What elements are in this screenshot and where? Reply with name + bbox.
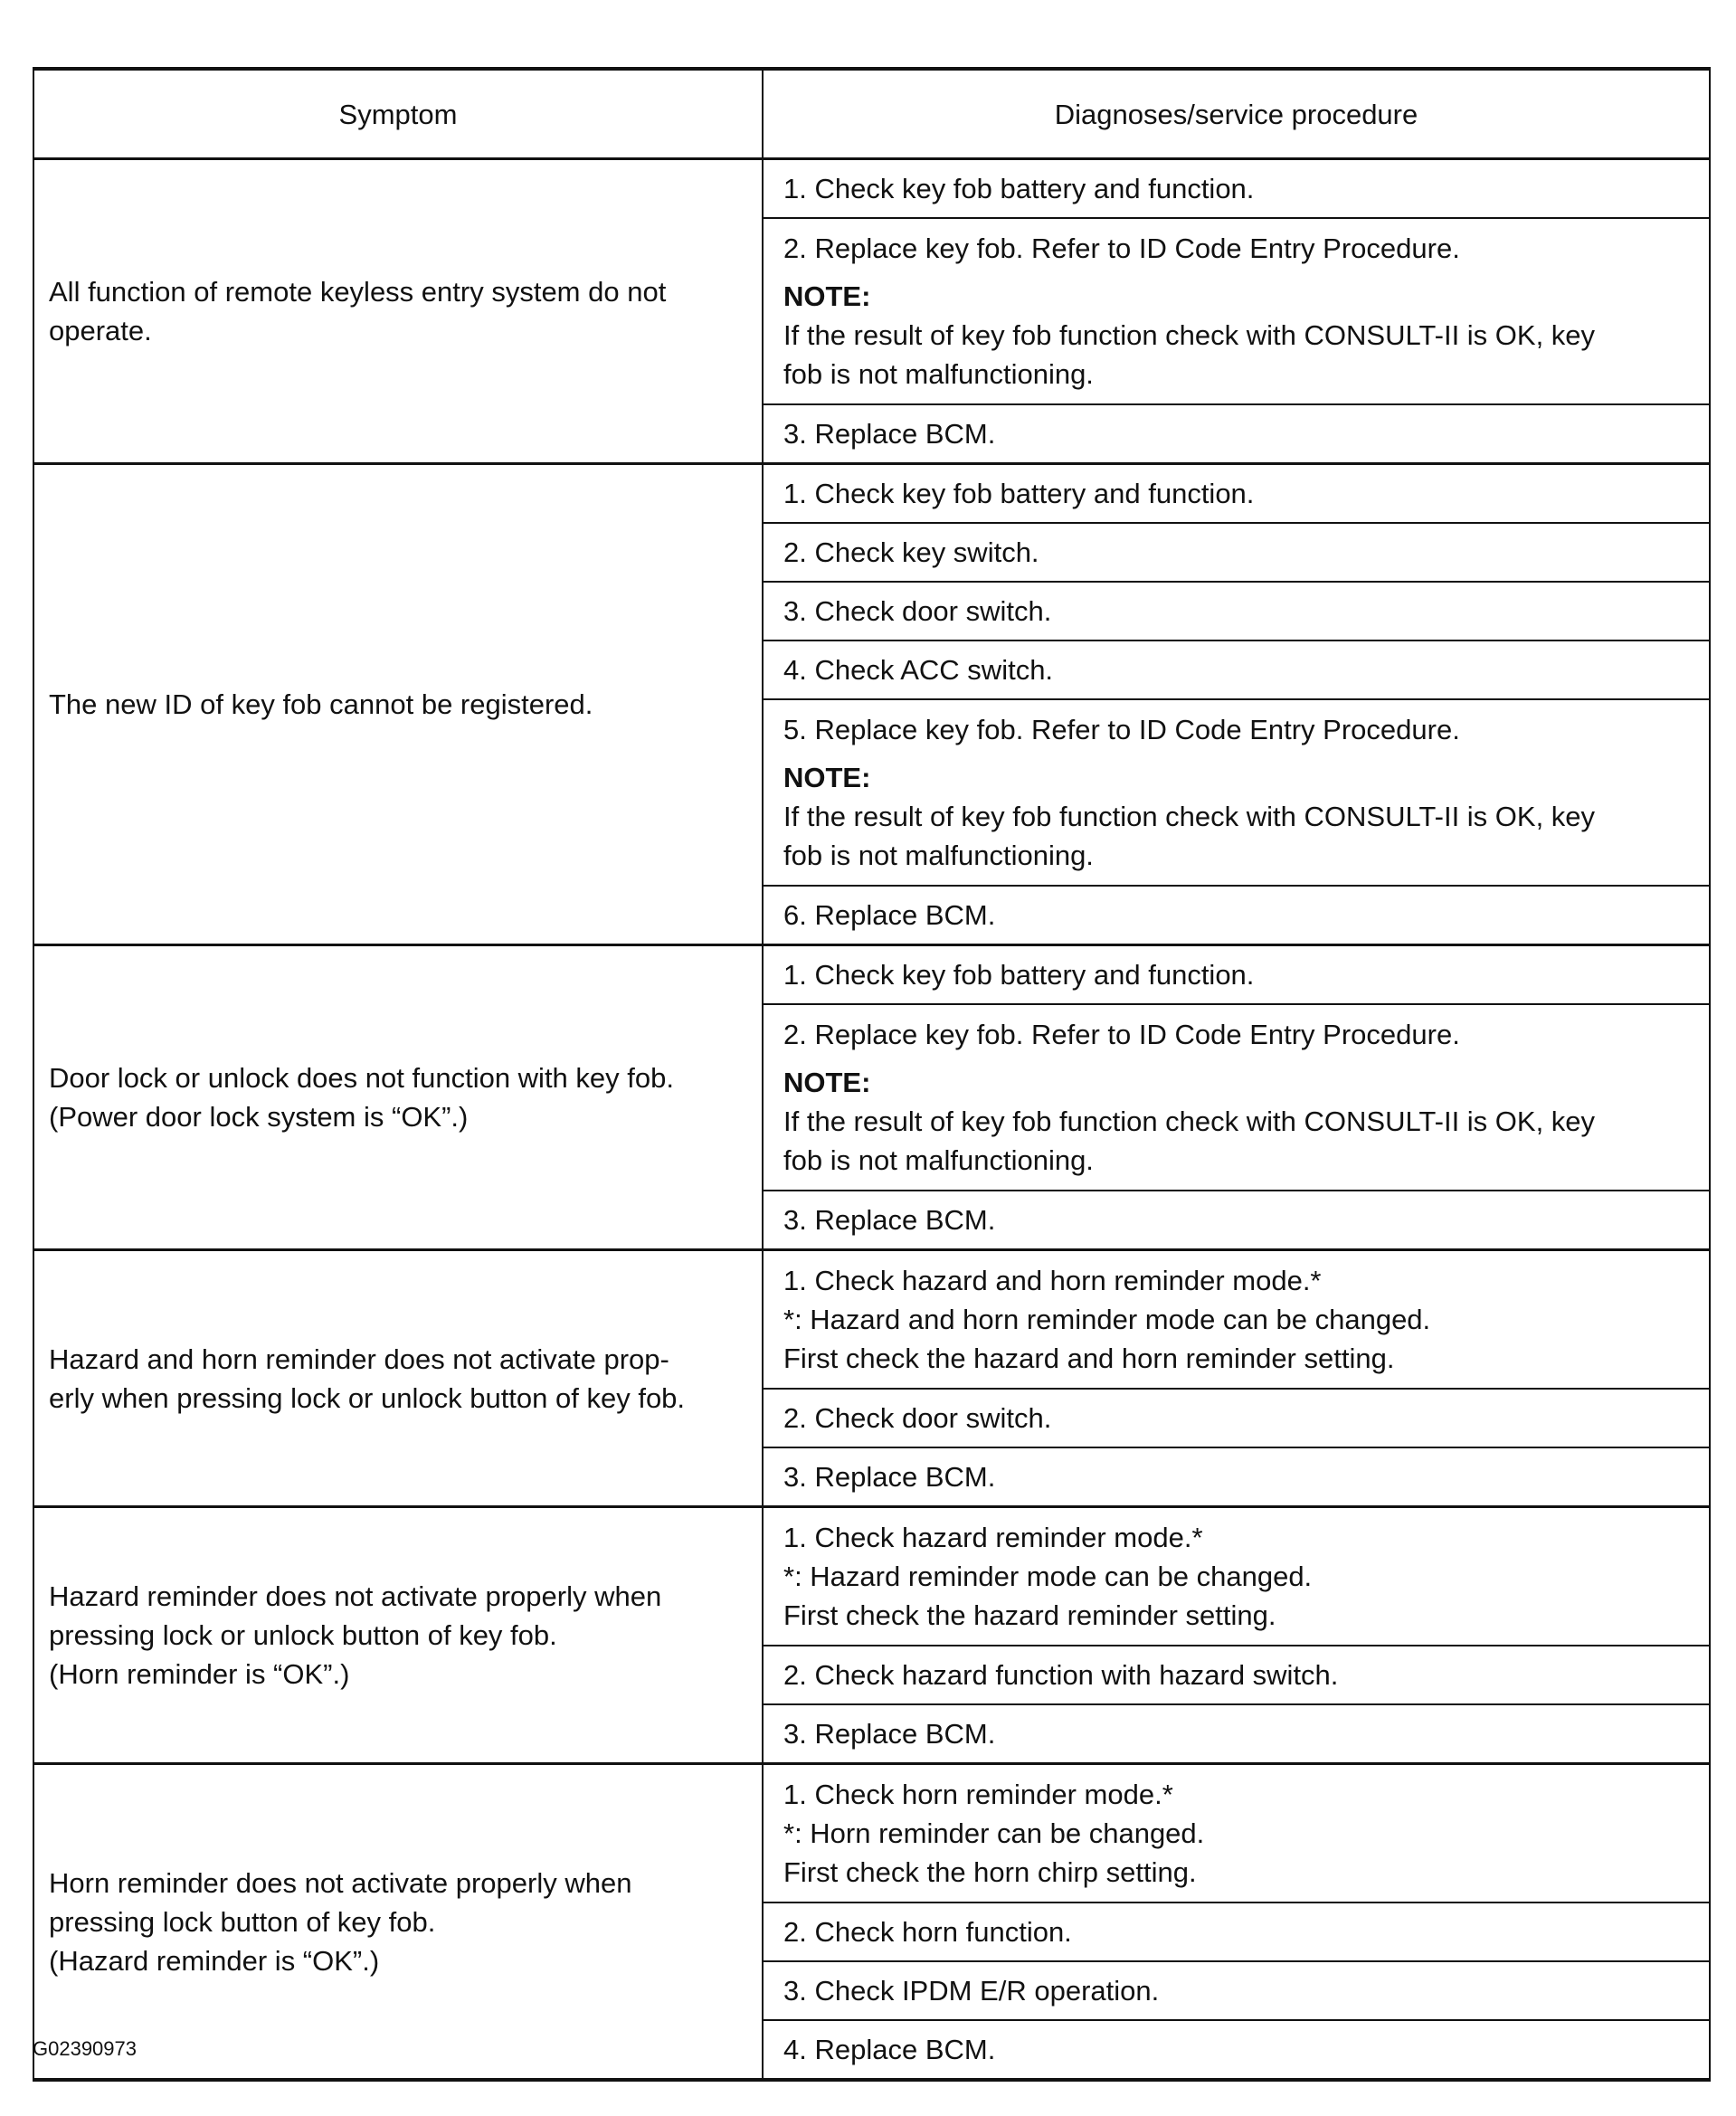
procedure-column-header: Diagnoses/service procedure [763, 69, 1710, 159]
symptom-line: Door lock or unlock does not function with key fob. [49, 1062, 674, 1094]
table-row [33, 1764, 1710, 1903]
table-row [33, 1250, 1710, 1390]
procedure-step-line: 2. Replace key fob. Refer to ID Code Entry Procedure. [783, 1019, 1460, 1050]
procedure-step-line: First check the horn chirp setting. [783, 1856, 1197, 1888]
procedure-cell [763, 1004, 1710, 1191]
procedure-cell [763, 1389, 1710, 1447]
procedure-cell [763, 1447, 1710, 1507]
symptom-line: erly when pressing lock or unlock button of key fob. [49, 1381, 686, 1414]
procedure-cell [763, 1250, 1710, 1390]
procedure-step-line: First check the hazard reminder setting. [783, 1599, 1276, 1631]
symptom-group [33, 159, 1710, 464]
symptom-group [33, 1250, 1710, 1507]
procedure-cell [763, 1961, 1710, 2020]
procedure-step-line: *: Hazard reminder mode can be changed. [783, 1561, 1313, 1592]
procedure-step-line: 3. Replace BCM. [783, 1204, 996, 1236]
procedure-cell [763, 1507, 1710, 1646]
procedure-step-line: 2. Check key switch. [783, 536, 1039, 568]
procedure-cell [763, 1903, 1710, 1961]
note-text-line: fob is not malfunctioning. [783, 840, 1094, 871]
procedure-cell [763, 1646, 1710, 1704]
procedure-cell [763, 523, 1710, 582]
procedure-step-line: 3. Replace BCM. [783, 418, 996, 450]
procedure-cell [763, 1764, 1710, 1903]
table-row [33, 464, 1710, 524]
symptom-cell [33, 1507, 763, 1764]
note-label: NOTE: [783, 280, 871, 312]
header-row [33, 69, 1710, 159]
procedure-cell [763, 464, 1710, 524]
symptom-line: (Horn reminder is “OK”.) [49, 1658, 350, 1690]
procedure-step-line: 6. Replace BCM. [783, 899, 996, 931]
figure-code: G02390973 [33, 2037, 137, 2060]
symptom-cell [33, 1250, 763, 1507]
procedure-step-line: 1. Check hazard and horn reminder mode.* [783, 1265, 1322, 1296]
procedure-step-line: 2. Check horn function. [783, 1916, 1072, 1948]
procedure-cell [763, 699, 1710, 886]
diagnosis-table [33, 67, 1711, 2082]
symptom-line: Horn reminder does not activate properly when [49, 1866, 632, 1899]
procedure-step-line: 1. Check key fob battery and function. [783, 959, 1255, 991]
symptom-cell [33, 945, 763, 1250]
note-text-line: fob is not malfunctioning. [783, 358, 1094, 390]
table-row [33, 945, 1710, 1005]
procedure-cell [763, 582, 1710, 640]
note-text-line: If the result of key fob function check with CONSULT-II is OK, key [783, 1105, 1596, 1137]
symptom-line: (Power door lock system is “OK”.) [49, 1101, 469, 1133]
procedure-cell [763, 2020, 1710, 2080]
symptom-line: Hazard and horn reminder does not activate prop- [49, 1343, 669, 1375]
symptom-group [33, 464, 1710, 945]
procedure-cell [763, 886, 1710, 945]
procedure-step-line: 1. Check horn reminder mode.* [783, 1779, 1173, 1810]
table-row [33, 1507, 1710, 1646]
procedure-cell [763, 1704, 1710, 1764]
procedure-step-line: First check the hazard and horn reminder setting. [783, 1343, 1395, 1374]
note-label: NOTE: [783, 1067, 871, 1098]
procedure-step-line: 1. Check key fob battery and function. [783, 478, 1255, 509]
note-text-line: If the result of key fob function check with CONSULT-II is OK, key [783, 801, 1596, 832]
procedure-step-line: 4. Check ACC switch. [783, 654, 1054, 686]
note-label: NOTE: [783, 762, 871, 793]
procedure-step-line: 3. Replace BCM. [783, 1718, 996, 1750]
procedure-cell [763, 404, 1710, 464]
symptom-line: Hazard reminder does not activate properly when [49, 1580, 662, 1612]
note-text-line: If the result of key fob function check with CONSULT-II is OK, key [783, 319, 1596, 351]
procedure-step-line: 3. Check door switch. [783, 595, 1052, 627]
procedure-step-line: *: Horn reminder can be changed. [783, 1817, 1205, 1849]
symptom-cell [33, 159, 763, 464]
procedure-step-line: 3. Replace BCM. [783, 1461, 996, 1493]
symptom-cell [33, 464, 763, 945]
symptom-line: (Hazard reminder is “OK”.) [49, 1944, 380, 1977]
procedure-cell [763, 159, 1710, 219]
symptom-line: pressing lock or unlock button of key fob. [49, 1619, 557, 1651]
symptom-group [33, 1764, 1710, 2081]
symptom-group [33, 1507, 1710, 1764]
note-text-line: fob is not malfunctioning. [783, 1144, 1094, 1176]
procedure-step-line: 1. Check hazard reminder mode.* [783, 1522, 1203, 1553]
symptom-line: All function of remote keyless entry system do not [49, 276, 667, 308]
procedure-step-line: 2. Check door switch. [783, 1402, 1052, 1434]
procedure-step-line: 3. Check IPDM E/R operation. [783, 1975, 1160, 2007]
table-header [33, 69, 1710, 159]
symptom-line: pressing lock button of key fob. [49, 1905, 436, 1938]
procedure-cell [763, 640, 1710, 699]
symptom-line: operate. [49, 315, 152, 346]
procedure-cell [763, 945, 1710, 1005]
procedure-step-line: 2. Replace key fob. Refer to ID Code Entry Procedure. [783, 232, 1460, 264]
procedure-cell [763, 218, 1710, 404]
procedure-step-line: 4. Replace BCM. [783, 2034, 996, 2065]
procedure-cell [763, 1191, 1710, 1250]
table-row [33, 159, 1710, 219]
symptom-group [33, 945, 1710, 1250]
symptom-line: The new ID of key fob cannot be registered. [49, 688, 593, 720]
symptom-cell [33, 1764, 763, 2081]
procedure-step-line: 5. Replace key fob. Refer to ID Code Entry Procedure. [783, 714, 1460, 745]
procedure-step-line: 1. Check key fob battery and function. [783, 173, 1255, 204]
procedure-step-line: 2. Check hazard function with hazard switch. [783, 1659, 1339, 1691]
procedure-step-line: *: Hazard and horn reminder mode can be changed. [783, 1304, 1431, 1335]
symptom-column-header: Symptom [33, 69, 763, 159]
